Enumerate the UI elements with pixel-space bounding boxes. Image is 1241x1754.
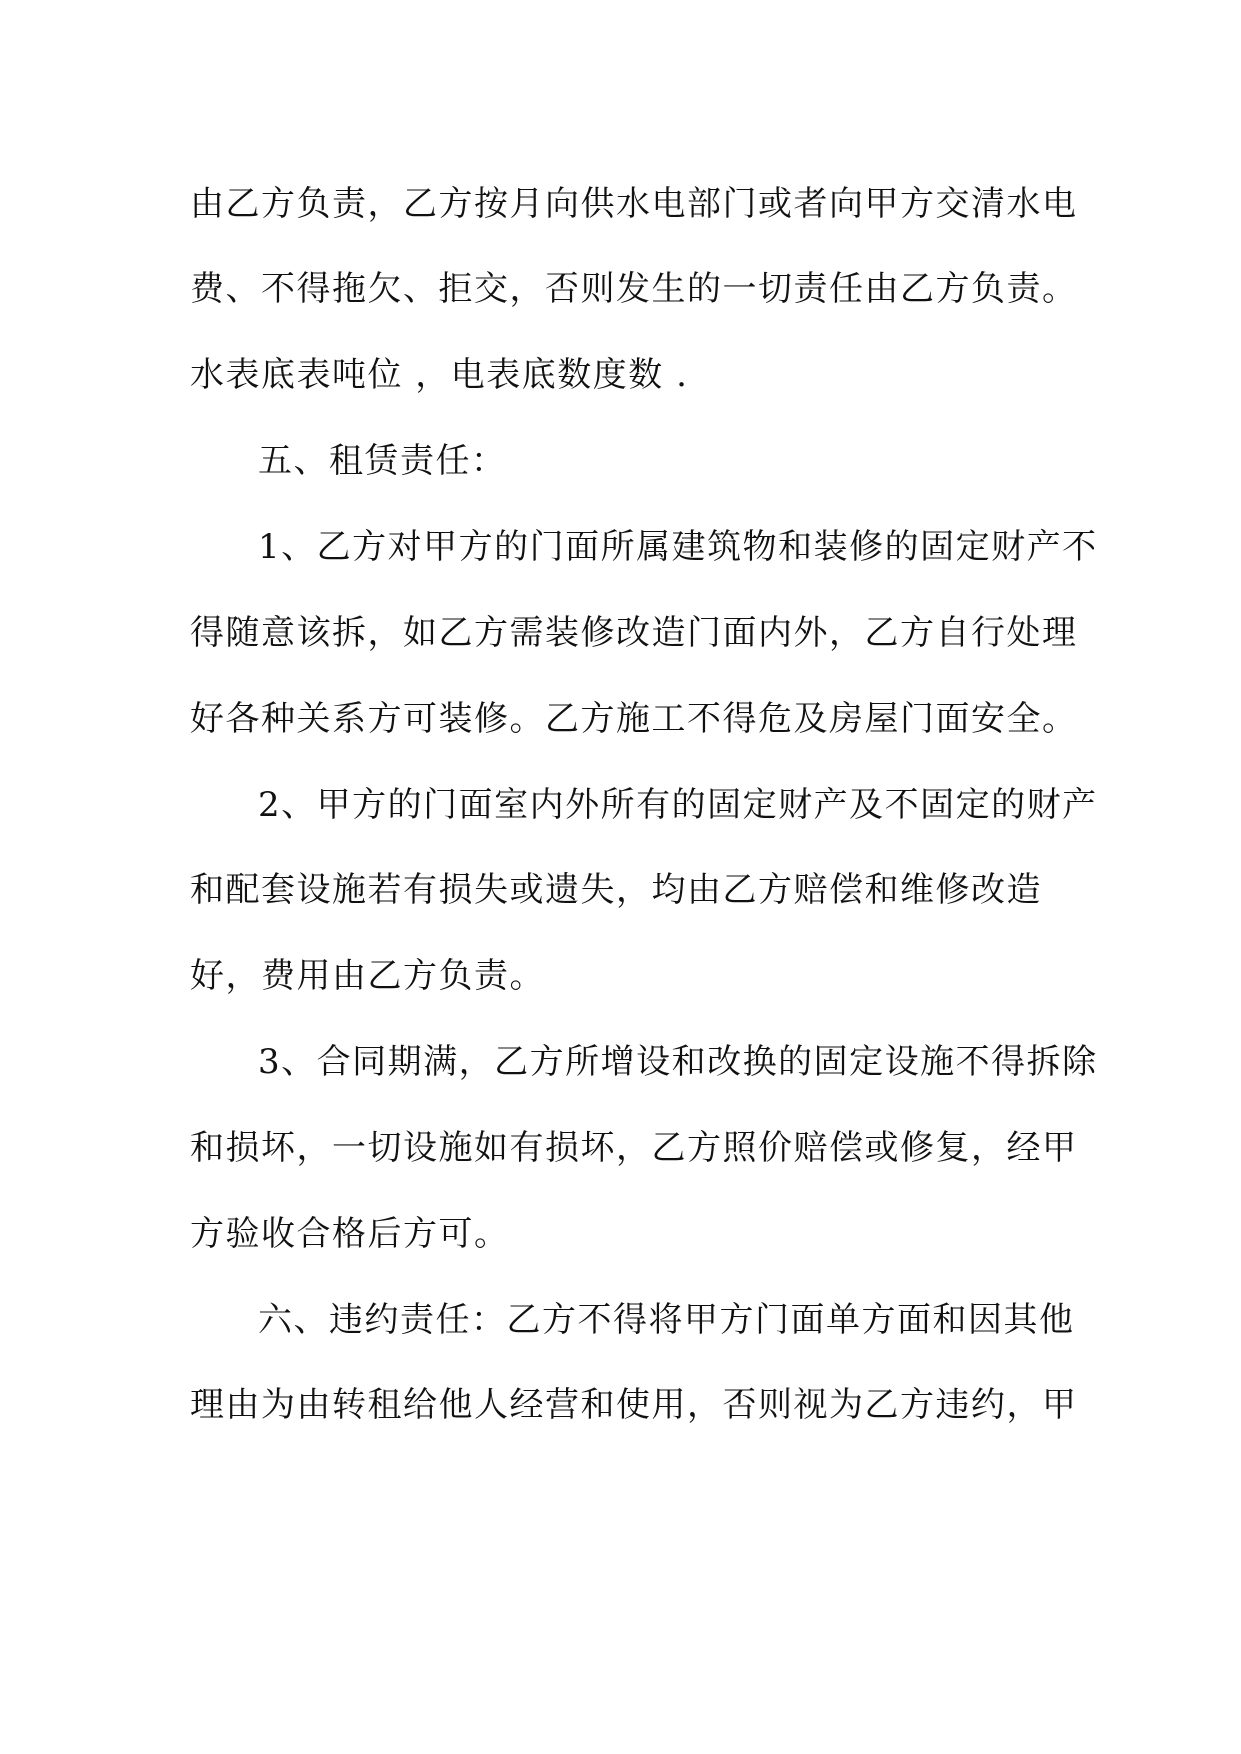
text-line-12: 和损坏，一切设施如有损坏，乙方照价赔偿或修复，经甲 [190,1128,1078,1168]
text-line-1: 由乙方负责，乙方按月向供水电部门或者向甲方交清水电 [190,184,1078,224]
text-line-15: 理由为由转租给他人经营和使用，否则视为乙方违约，甲 [190,1385,1078,1425]
text-line-9: 和配套设施若有损失或遗失，均由乙方赔偿和维修改造 [190,870,1042,910]
text-line-7: 好各种关系方可装修。乙方施工不得危及房屋门面安全。 [190,699,1078,739]
text-line-11: 3、合同期满，乙方所增设和改换的固定设施不得拆除 [258,1042,1098,1082]
text-line-8: 2、甲方的门面室内外所有的固定财产及不固定的财产 [258,785,1098,825]
text-line-10: 好，费用由乙方负责。 [190,956,545,996]
section-heading-5: 五、租赁责任： [258,441,507,481]
text-line-3: 水表底表吨位 ，电表底数度数 . [190,355,689,395]
text-line-13: 方验收合格后方可。 [190,1214,510,1254]
text-line-2: 费、不得拖欠、拒交，否则发生的一切责任由乙方负责。 [190,269,1078,309]
text-line-6: 得随意该拆，如乙方需装修改造门面内外，乙方自行处理 [190,613,1078,653]
section-heading-6: 六、违约责任：乙方不得将甲方门面单方面和因其他 [258,1300,1075,1340]
text-line-5: 1、乙方对甲方的门面所属建筑物和装修的固定财产不 [258,527,1098,567]
